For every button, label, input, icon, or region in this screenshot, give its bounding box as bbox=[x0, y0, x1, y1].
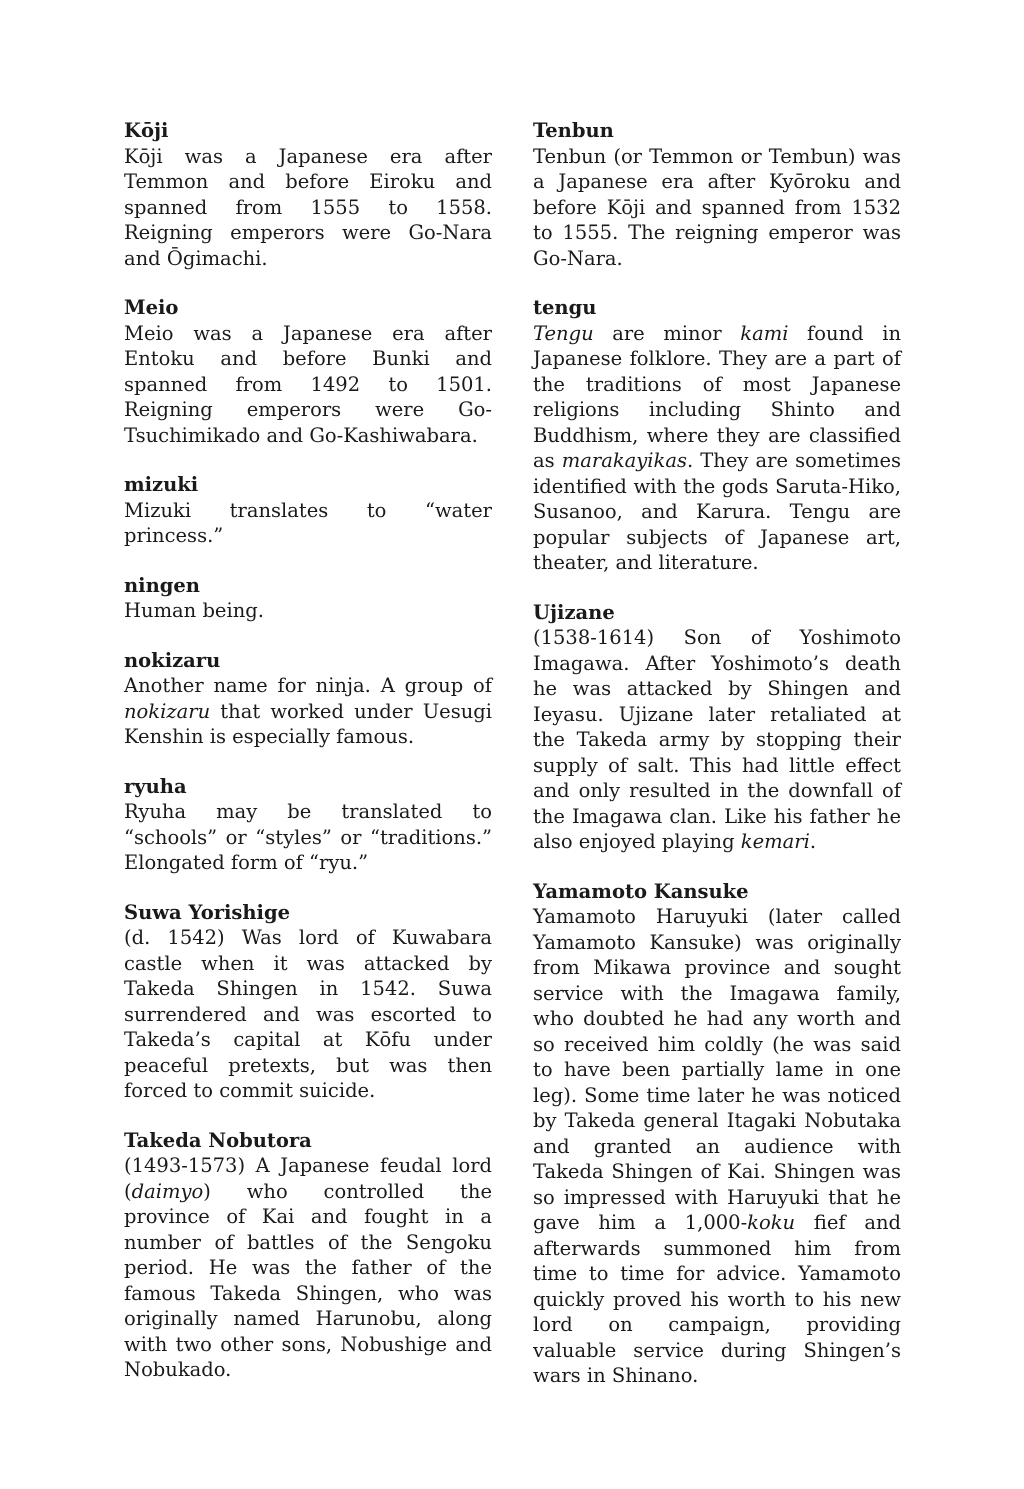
entry-definition bbox=[124, 673, 492, 750]
glossary-entry-takeda-nobutora bbox=[124, 1128, 492, 1383]
definition-text: . They are sometimes identified with the gods Saruta-Hiko, Susanoo, and Karura. Tengu are popular subjects of Japanese art, theater, and literature. bbox=[533, 449, 901, 574]
italic-term: nokizaru bbox=[124, 699, 211, 723]
entry-title: ryuha bbox=[124, 774, 187, 798]
entry-definition bbox=[124, 598, 492, 624]
glossary-entry-tengu bbox=[533, 295, 901, 576]
glossary-entry-mizuki bbox=[124, 472, 492, 549]
glossary-entry-ningen bbox=[124, 573, 492, 624]
glossary-entry-yamamoto-kansuke bbox=[533, 879, 901, 1389]
definition-text: Another name for ninja. A group of bbox=[124, 674, 492, 697]
italic-term: daimyo bbox=[131, 1179, 204, 1203]
italic-term: kemari bbox=[740, 830, 810, 853]
entry-definition bbox=[124, 321, 492, 449]
entry-title: Kōji bbox=[124, 119, 169, 142]
definition-text: Tenbun (or Temmon or Tembun) was a Japanese era after Kyōroku and before Kōji and spanned from 1532 to 1555. The reigning emperor was Go-Nara. bbox=[533, 144, 901, 270]
entry-title: Tenbun bbox=[533, 119, 614, 142]
entry-definition bbox=[124, 925, 492, 1104]
entry-definition bbox=[124, 799, 492, 876]
definition-text: are minor bbox=[593, 321, 741, 345]
definition-text: (1538-1614) Son of Yoshimoto Imagawa. After Yoshimoto’s death he was attacked by Shingen and Ieyasu. Ujizane later retaliated at the Takeda army by stopping their supply of salt. This had little effect and only resulted in the downfall of the Imagawa clan. Like his father he also enjoyed playing bbox=[533, 626, 901, 853]
definition-text: Meio was a Japanese era after Entoku and before Bunki and spanned from 1492 to 1501. Reigning emperors were Go-Tsuchimikado and Go-Kashiwabara. bbox=[124, 321, 492, 447]
glossary-entry-ryuha bbox=[124, 774, 492, 876]
glossary-entry-tenbun bbox=[533, 118, 901, 271]
entry-title: Yamamoto Kansuke bbox=[533, 879, 749, 903]
entry-definition bbox=[124, 498, 492, 549]
italic-term: kami bbox=[740, 321, 789, 345]
definition-text: that worked under Uesugi Kenshin is especially famous. bbox=[124, 699, 492, 748]
entry-definition bbox=[533, 144, 901, 272]
entry-definition bbox=[533, 904, 901, 1389]
entry-title: tengu bbox=[533, 296, 597, 319]
definition-text: . bbox=[809, 830, 817, 853]
definition-text: ) who controlled the province of Kai and fought in a number of battles of the Sengoku period. He was the father of the famous Takeda Shingen, who was originally named Harunobu, along with two other sons, Nobushige and Nobukado. bbox=[124, 1179, 492, 1381]
entry-title: mizuki bbox=[124, 473, 199, 496]
entry-definition bbox=[533, 625, 901, 855]
right-column bbox=[533, 118, 901, 1413]
entry-title: Suwa Yorishige bbox=[124, 900, 290, 924]
left-column bbox=[124, 118, 492, 1407]
glossary-entry-koji bbox=[124, 118, 492, 271]
definition-text: Kōji was a Japanese era after Temmon and before Eiroku and spanned from 1555 to 1558. Reigning emperors were Go-Nara and Ōgimachi. bbox=[124, 144, 492, 270]
entry-definition bbox=[124, 1153, 492, 1383]
definition-text: found in Japanese folklore. They are a part of the traditions of most Japanese religions including Shinto and Buddhism, where they are classified as bbox=[533, 321, 902, 472]
entry-title: ningen bbox=[124, 573, 200, 597]
entry-title: Meio bbox=[124, 296, 179, 319]
glossary-entry-meio bbox=[124, 295, 492, 448]
definition-text: Mizuki translates to “water princess.” bbox=[124, 498, 492, 547]
italic-term: koku bbox=[747, 1211, 796, 1234]
entry-definition bbox=[124, 144, 492, 272]
definition-text: Yamamoto Haruyuki (later called Yamamoto Kansuke) was originally from Mikawa province and sought service with the Imagawa family, who doubted he had any worth and so received him coldly (he was said to have been partially lame in one leg). Some time later he was noticed by Takeda general Itagaki Nobutaka and granted an audience with Takeda Shingen of Kai. Shingen was so impressed with Haruyuki that he gave him a 1,000- bbox=[533, 905, 901, 1234]
entry-title: Takeda Nobutora bbox=[124, 1128, 312, 1152]
definition-text: (d. 1542) Was lord of Kuwabara castle when it was attacked by Takeda Shingen in 1542. Suwa surrendered and was escorted to Takeda’s capital at Kōfu under peaceful pretexts, but was then forced to commit suicide. bbox=[124, 926, 492, 1102]
definition-text: (1493-1573) A Japanese feudal lord ( bbox=[124, 1154, 492, 1203]
italic-term: marakayikas bbox=[561, 449, 687, 472]
glossary-entry-suwa-yorishige bbox=[124, 900, 492, 1104]
definition-text: Ryuha may be translated to “schools” or “styles” or “traditions.” Elongated form of “ryu.” bbox=[124, 800, 492, 874]
italic-term: Tengu bbox=[533, 321, 594, 345]
entry-definition bbox=[533, 321, 901, 576]
definition-text: fief and afterwards summoned him from time to time for advice. Yamamoto quickly proved his worth to his new lord on campaign, providing valuable service during Shingen’s wars in Shinano. bbox=[533, 1211, 901, 1387]
glossary-entry-ujizane bbox=[533, 600, 901, 855]
entry-title: Ujizane bbox=[533, 600, 615, 624]
definition-text: Human being. bbox=[124, 599, 264, 622]
entry-title: nokizaru bbox=[124, 648, 221, 672]
glossary-entry-nokizaru bbox=[124, 648, 492, 750]
